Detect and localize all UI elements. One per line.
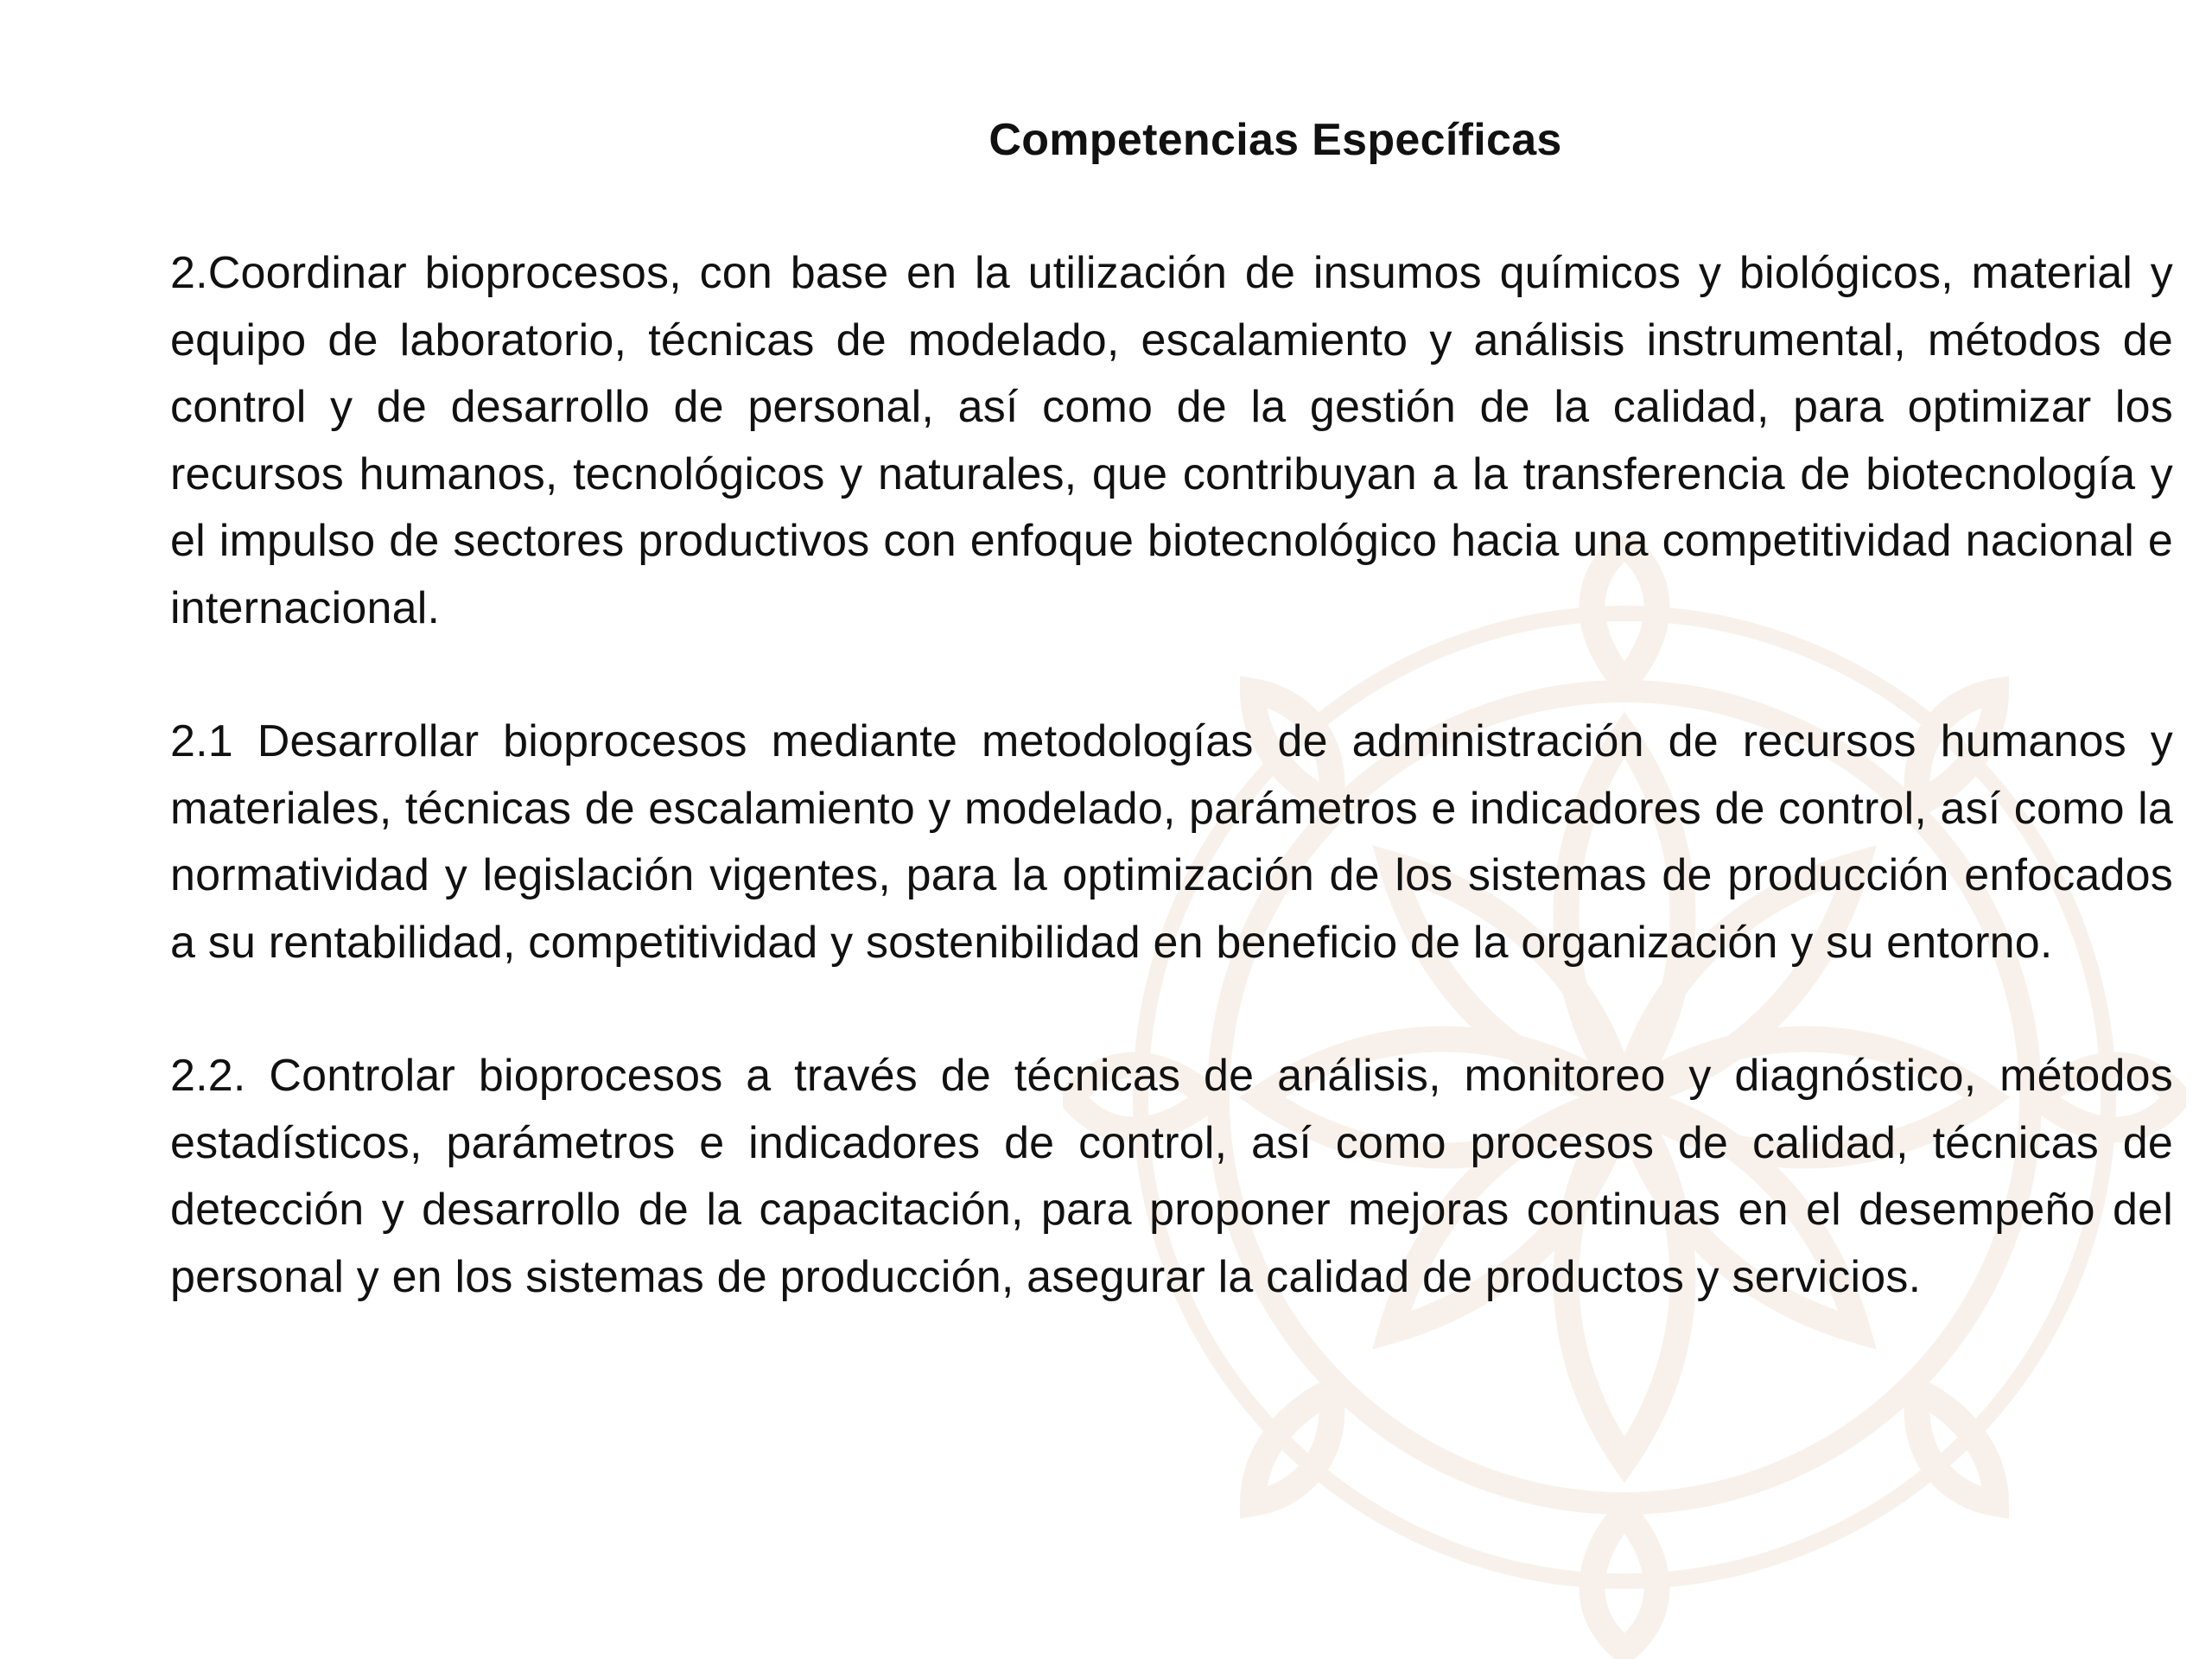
competency-paragraph-2: 2.Coordinar bioprocesos, con base en la utilización de insumos químicos y biológicos, material y equipo de laboratorio, técnicas de modelado, escalamiento y análisis instrumental, métodos de control y de desarrollo de personal, así como de la gestión de la calidad, para optimizar los recursos humanos, tecnológicos y naturales, que contribuyan a la transferencia de biotecnología y el impulso de sectores productivos con enfoque biotecnológico hacia una competitividad nacional e internacional. (170, 248, 2173, 633)
competency-paragraph-2-1: 2.1 Desarrollar bioprocesos mediante metodologías de administración de recursos humanos y materiales, técnicas de escalamiento y modelado, parámetros e indicadores de control, así como la normatividad y legislación vigentes, para la optimización de los sistemas de producción enfocados a su rentabilidad, competitividad y sostenibilidad en beneficio de la organización y su entorno. (170, 716, 2173, 968)
slide-content (170, 111, 2173, 1377)
competency-paragraph-2-2: 2.2. Controlar bioprocesos a través de técnicas de análisis, monitoreo y diagnóstico, métodos estadísticos, parámetros e indicadores de control, así como procesos de calidad, técnicas de detección y desarrollo de la capacitación, para proponer mejoras continuas en el desempeño del personal y en los sistemas de producción, asegurar la calidad de productos y servicios. (170, 1051, 2173, 1302)
slide-title: Competencias Específicas (988, 115, 1562, 165)
